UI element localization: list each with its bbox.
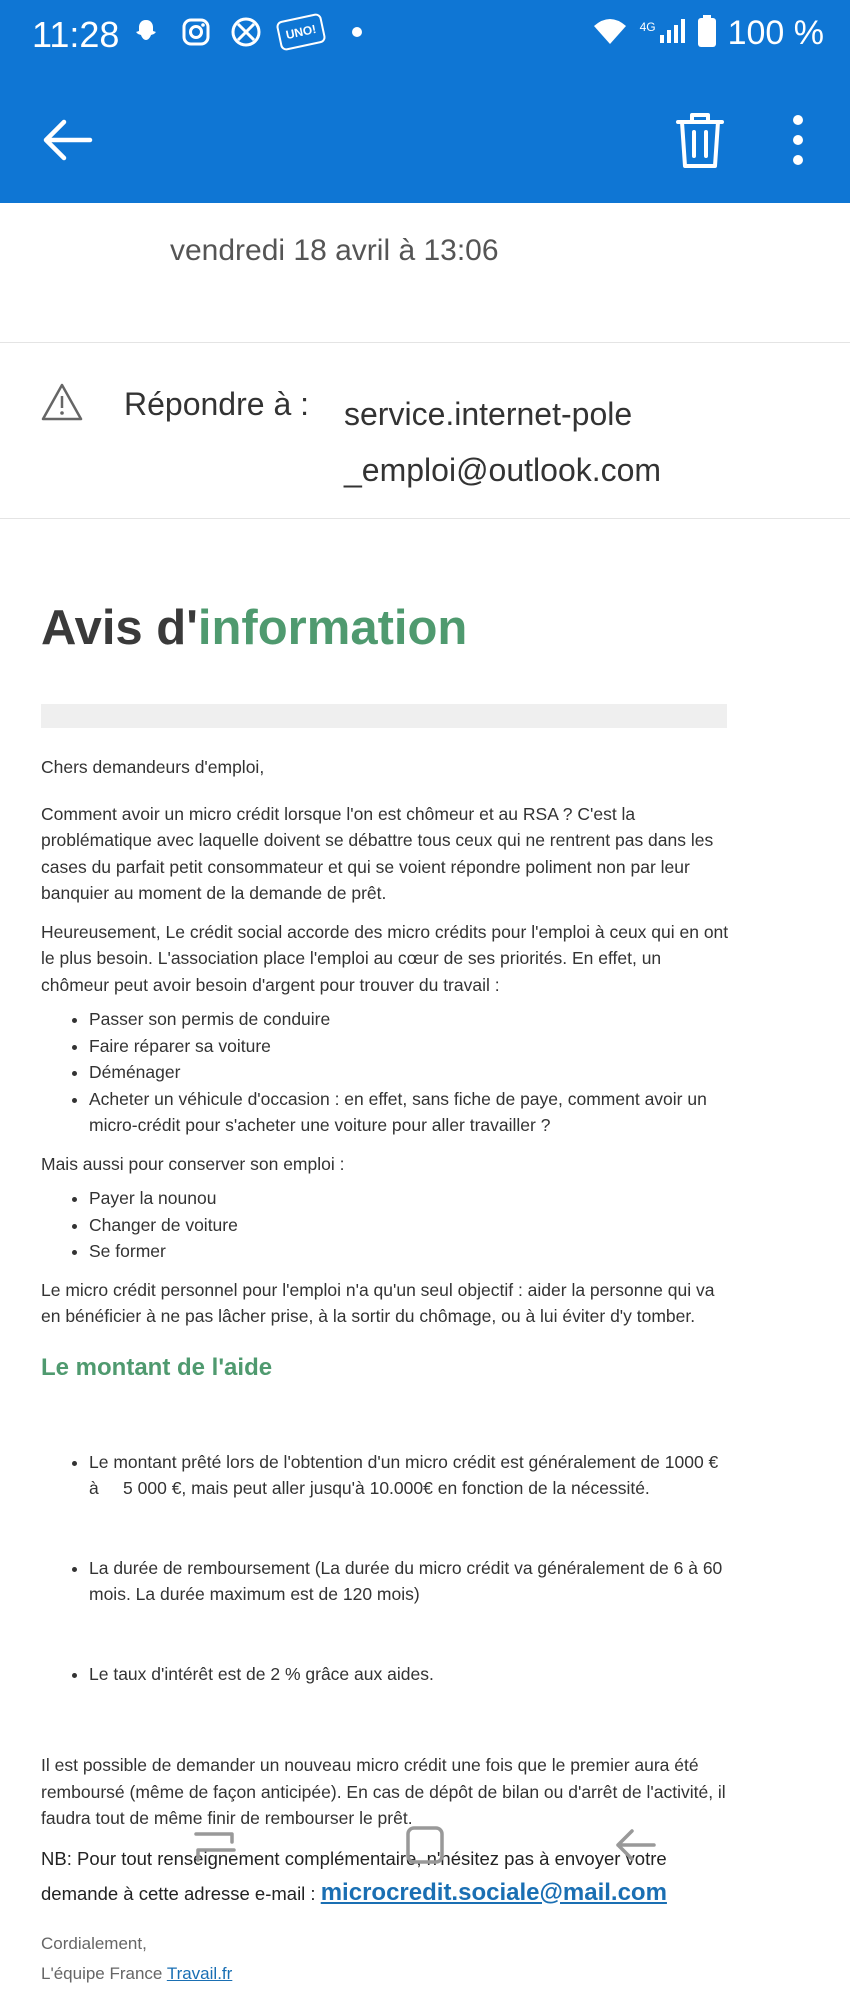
top-app-bar [0,0,850,203]
recents-icon [190,1820,240,1870]
subheading: Le montant de l'aide [41,1353,273,1381]
divider [0,342,850,343]
notification-icons [128,14,362,50]
instagram-icon [178,14,214,50]
paragraph-1: Comment avoir un micro crédit lorsque l'on est chômeur et au RSA ? C'est la problématique avec laquelle doivent se débattre tous ceux qui ne rentrent pas dans les cases du parfait petit consommateur et qui se voient répondre poliment non par leur banquier au moment de la demande de prêt. [41,803,714,903]
list-needs [41,1006,731,1139]
back-nav-button[interactable] [610,1820,660,1870]
app-bar [0,80,850,202]
home-button[interactable] [400,1820,450,1870]
greeting: Chers demandeurs d'emploi, [41,757,265,777]
list-item: • Se former [89,1238,731,1265]
reply-to-address[interactable]: service.internet-pole _emploi@outlook.com [344,396,662,488]
battery-percent: 100 % [727,14,824,52]
reply-to-label: Répondre à : [124,386,310,422]
more-options-button[interactable] [780,108,816,172]
home-icon [400,1820,450,1870]
system-nav-bar [0,1800,850,1896]
divider [0,518,850,519]
list-item: • Faire réparer sa voiture [89,1033,731,1060]
list-amount [41,1396,731,1741]
email-date: vendredi 18 avril à 13:06 [170,234,499,267]
more-notifications-dot [352,27,362,37]
more-vertical-icon [780,108,816,172]
uno-icon: UNO! [275,13,326,52]
network-type: 4G [639,19,656,34]
delete-button[interactable] [672,108,728,172]
paragraph-4: Le micro crédit personnel pour l'emploi n'a qu'un seul objectif : aider la personne qui va en bénéficier à ne pas lâcher prise, à la sortir du chômage, ou à lui éviter d'y tomber. [41,1279,715,1326]
list-item: • Le montant prêté lors de l'obtention d'un micro crédit est généralement de 1000 € à 5 000 €, mais peut aller jusqu'à 10.000€ en fonction de la nécessité. [89,1449,731,1502]
list-item: • Le taux d'intérêt est de 2 % grâce aux aides. [89,1661,731,1688]
xbox-icon [228,14,264,50]
list-item: • La durée de remboursement (La durée du micro crédit va généralement de 6 à 60 mois. La durée maximum est de 120 mois) [89,1555,731,1608]
sign-team: L'équipe France Travail.fr [41,1963,233,1983]
contact-email-link[interactable]: microcredit.sociale@mail.com [320,1878,667,1906]
status-time: 11:28 [32,14,120,55]
back-button[interactable] [38,110,98,170]
signature [41,1929,731,1989]
sign-off: Cordialement, [41,1933,147,1953]
paragraph-3: Mais aussi pour conserver son emploi : [41,1153,345,1174]
system-status-icons [592,14,824,53]
signal-icon [658,17,686,50]
battery-icon [698,15,716,52]
travail-link[interactable]: Travail.fr [166,1963,233,1983]
recents-button[interactable] [190,1820,240,1870]
list-item: • Payer la nounou [89,1185,731,1212]
arrow-left-icon [38,110,98,170]
warning-icon [40,382,84,422]
back-nav-icon [610,1820,660,1870]
list-item: • Changer de voiture [89,1212,731,1239]
snapchat-icon [128,14,164,50]
paragraph-2: Heureusement, Le crédit social accorde des micro crédits pour l'emploi à ceux qui en ont le plus besoin. L'association place l'emploi au cœur de ses priorités. En effet, un chômeur peut avoir besoin d'argent pour trouver du travail : [41,921,729,995]
email-heading: Avis d'information [41,601,468,655]
list-keep-job [41,1185,731,1265]
paragraph-5: Il est possible de demander un nouveau micro crédit une fois que le premier aura été remboursé (même de façon anticipée). En cas de dépôt de bilan ou d'arrêt de l'activité, il faudra tout de même finir de rembourser le prêt. [41,1755,726,1828]
nb-paragraph: NB: Pour tout renseignement complémentaire, n'hésitez pas à envoyer votre demande à cette adresse e-mail : microcredit.sociale@mail.com [41,1847,667,1906]
wifi-icon [592,16,628,51]
list-item: • Passer son permis de conduire [89,1006,731,1033]
list-item: • Acheter un véhicule d'occasion : en effet, sans fiche de paye, comment avoir un micro-crédit pour s'acheter une voiture pour aller travailler ? [89,1086,731,1139]
list-item: • Déménager [89,1059,731,1086]
email-body [41,600,731,1989]
status-bar [0,0,850,76]
trash-icon [672,108,728,172]
grey-banner [41,704,727,728]
